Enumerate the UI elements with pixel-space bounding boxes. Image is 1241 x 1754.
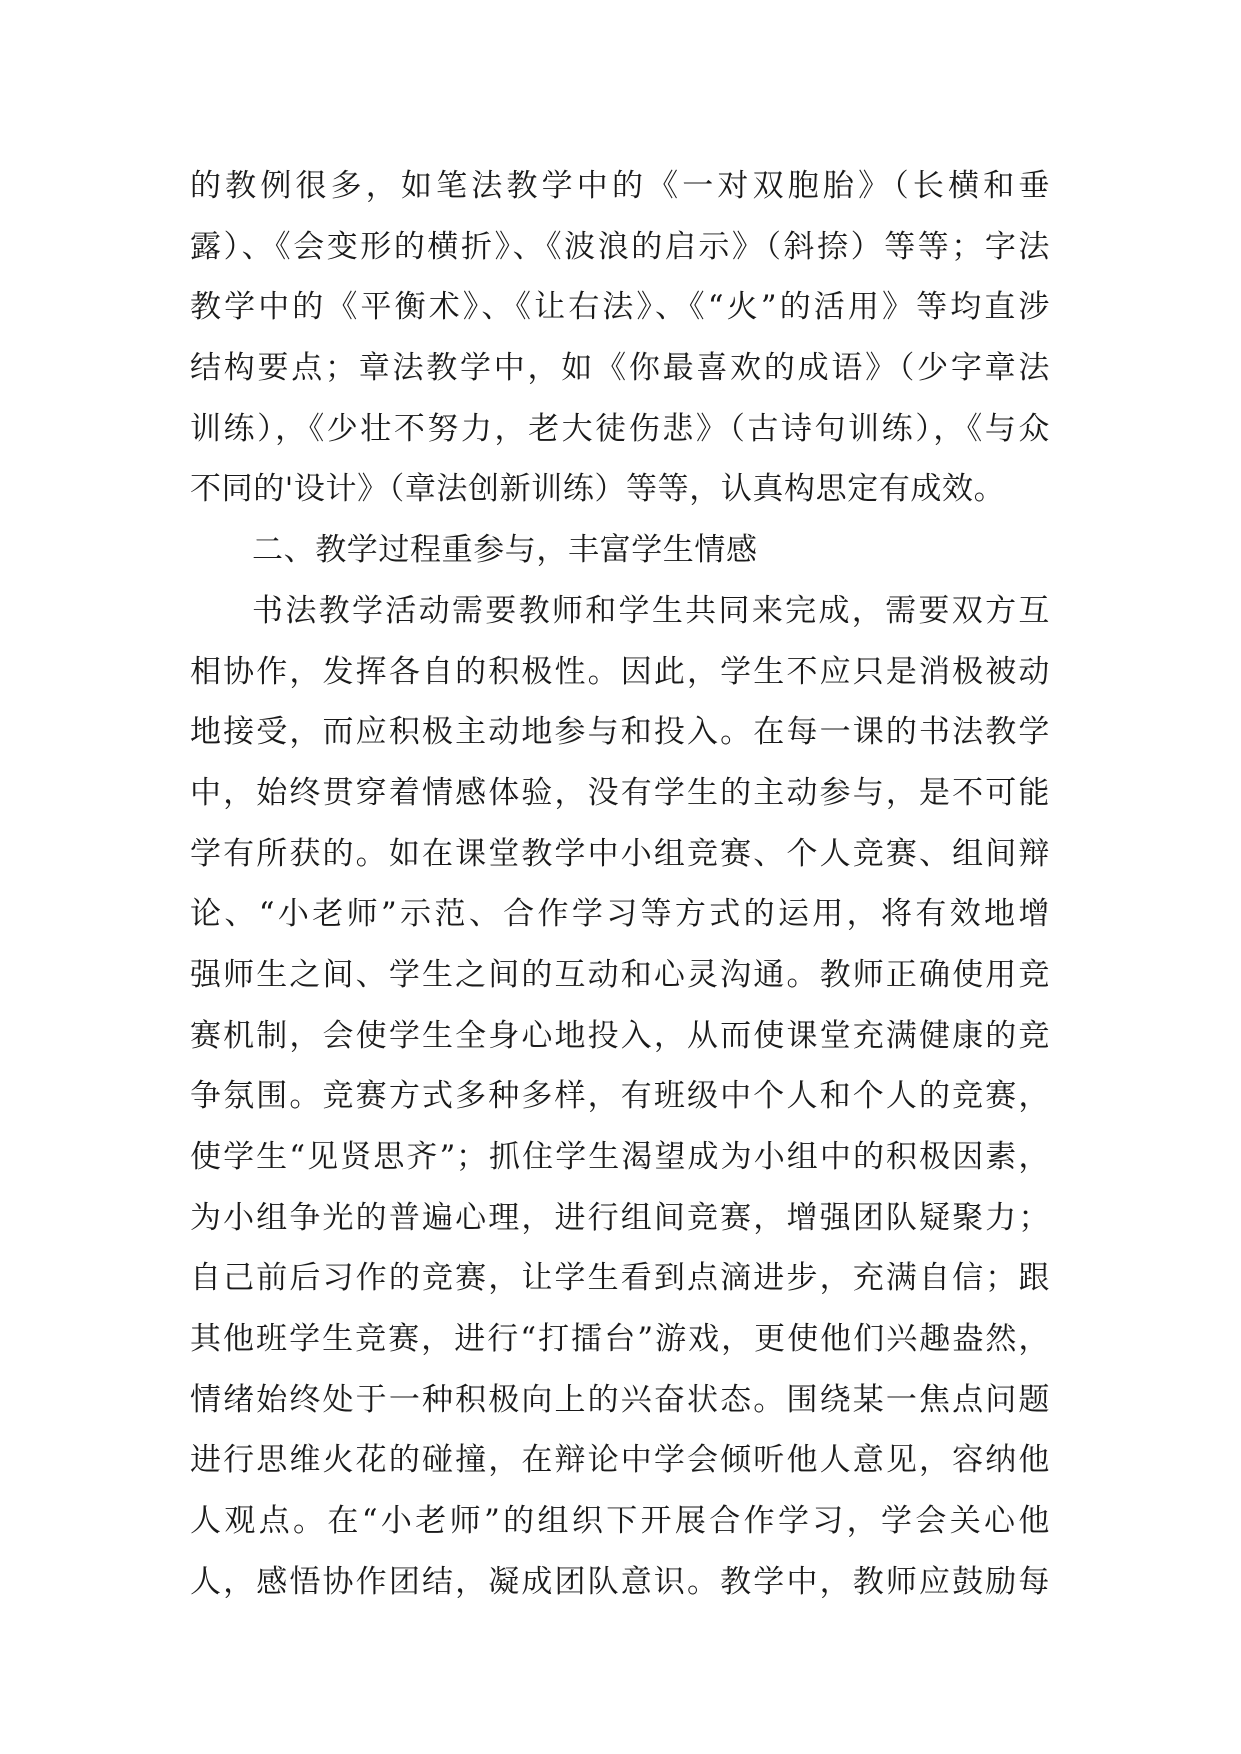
text-line: 教学中的《平衡术》、《让右法》、《“火”的活用》等均直涉: [190, 289, 1050, 326]
text-line: 学有所获的。如在课堂教学中小组竞赛、个人竞赛、组间辩: [190, 835, 1050, 872]
text-line: 相协作，发挥各自的积极性。因此，学生不应只是消极被动: [190, 653, 1050, 690]
text-line: 其他班学生竞赛，进行“打擂台”游戏，更使他们兴趣盎然，: [190, 1321, 1050, 1358]
text-line: 赛机制，会使学生全身心地投入，从而使课堂充满健康的竞: [190, 1017, 1050, 1054]
text-line: 露）、《会变形的横折》、《波浪的启示》（斜捺）等等；字法: [190, 228, 1050, 265]
text-line: 为小组争光的普遍心理，进行组间竞赛，增强团队疑聚力；: [190, 1199, 1050, 1236]
text-line: 论、“小老师”示范、合作学习等方式的运用，将有效地增: [190, 896, 1050, 933]
text-line: 情绪始终处于一种积极向上的兴奋状态。围绕某一焦点问题: [190, 1381, 1050, 1418]
body-text: [190, 156, 1050, 1613]
text-line: 中，始终贯穿着情感体验，没有学生的主动参与，是不可能: [190, 774, 1050, 811]
text-line: 的教例很多，如笔法教学中的《一对双胞胎》（长横和垂: [190, 168, 1050, 204]
text-line: 地接受，而应积极主动地参与和投入。在每一课的书法教学: [190, 714, 1050, 751]
text-line: 人观点。在“小老师”的组织下开展合作学习，学会关心他: [190, 1503, 1050, 1540]
text-line: 强师生之间、学生之间的互动和心灵沟通。教师正确使用竞: [190, 956, 1050, 993]
text-line: 进行思维火花的碰撞，在辩论中学会倾听他人意见，容纳他: [190, 1442, 1050, 1479]
text-line: 争氛围。竞赛方式多种多样，有班级中个人和个人的竞赛，: [190, 1078, 1050, 1115]
text-line: 训练），《少壮不努力，老大徒伤悲》（古诗句训练），《与众: [190, 410, 1050, 447]
text-line: 自己前后习作的竞赛，让学生看到点滴进步，充满自信；跟: [190, 1260, 1050, 1297]
text-line: 人，感悟协作团结，凝成团队意识。教学中，教师应鼓励每: [190, 1563, 1050, 1600]
text-line: 使学生“见贤思齐”；抓住学生渴望成为小组中的积极因素，: [190, 1139, 1050, 1175]
section-heading: 二、教学过程重参与，丰富学生情感: [252, 532, 758, 569]
text-line: 结构要点；章法教学中，如《你最喜欢的成语》（少字章法: [190, 350, 1050, 387]
text-line: 不同的'设计》（章法创新训练）等等，认真构思定有成效。: [190, 471, 1006, 508]
text-line: 书法教学活动需要教师和学生共同来完成，需要双方互: [252, 592, 1050, 629]
